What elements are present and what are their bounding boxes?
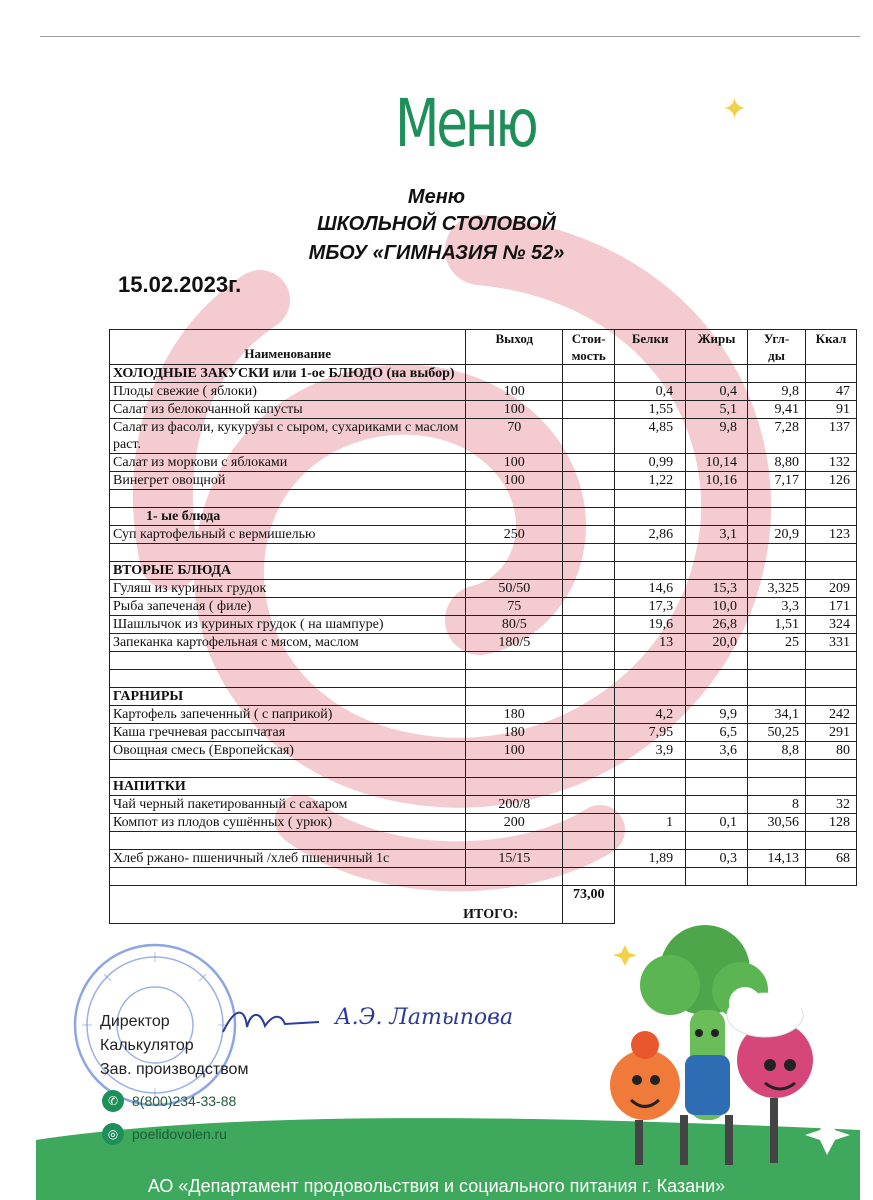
item-name: Салат из моркови с яблоками	[110, 454, 466, 472]
item-kcal: 171	[806, 598, 857, 616]
total-price: 73,00	[563, 886, 615, 924]
item-carbs: 34,1	[748, 706, 806, 724]
item-price	[563, 724, 615, 742]
empty-cell	[563, 868, 615, 886]
item-fat: 15,3	[686, 580, 748, 598]
item-name: Овощная смесь (Европейская)	[110, 742, 466, 760]
empty-cell	[563, 760, 615, 778]
total-label: ИТОГО:	[110, 886, 563, 924]
item-fat	[686, 796, 748, 814]
empty-cell	[748, 760, 806, 778]
item-price	[563, 526, 615, 544]
empty-cell	[748, 778, 806, 796]
header-carbs: Угл- ды	[748, 330, 806, 365]
item-fat: 10,14	[686, 454, 748, 472]
item-fat: 0,4	[686, 383, 748, 401]
empty-cell	[686, 832, 748, 850]
menu-logo-title: Меню	[395, 85, 536, 162]
director-label: Директор	[100, 1013, 170, 1030]
item-kcal: 126	[806, 472, 857, 490]
menu-item-row	[110, 419, 857, 454]
empty-cell	[686, 688, 748, 706]
empty-cell	[806, 868, 857, 886]
empty-cell	[748, 688, 806, 706]
item-protein: 1,89	[615, 850, 686, 868]
empty-cell	[563, 670, 615, 688]
item-name: Шашлычок из куриных грудок ( на шампуре)	[110, 616, 466, 634]
item-output: 180	[466, 724, 563, 742]
empty-cell	[806, 365, 857, 383]
item-name: Запеканка картофельная с мясом, маслом	[110, 634, 466, 652]
section-title: НАПИТКИ	[110, 778, 466, 796]
empty-cell	[806, 832, 857, 850]
item-carbs: 8,8	[748, 742, 806, 760]
item-carbs: 20,9	[748, 526, 806, 544]
item-carbs: 25	[748, 634, 806, 652]
header-price: Стои- мость	[563, 330, 615, 365]
item-protein: 0,4	[615, 383, 686, 401]
empty-cell	[110, 652, 466, 670]
empty-cell	[466, 868, 563, 886]
empty-cell	[686, 490, 748, 508]
menu-item-row	[110, 472, 857, 490]
contact-website	[102, 1123, 227, 1145]
table-header-row	[110, 330, 857, 365]
item-protein: 13	[615, 634, 686, 652]
item-kcal: 47	[806, 383, 857, 401]
item-output: 80/5	[466, 616, 563, 634]
item-protein: 19,6	[615, 616, 686, 634]
item-kcal: 324	[806, 616, 857, 634]
item-kcal: 242	[806, 706, 857, 724]
item-fat: 26,8	[686, 616, 748, 634]
menu-item-row	[110, 616, 857, 634]
item-output: 100	[466, 742, 563, 760]
item-protein	[615, 796, 686, 814]
menu-item-row	[110, 598, 857, 616]
empty-cell	[748, 490, 806, 508]
empty-cell	[806, 508, 857, 526]
empty-cell	[615, 365, 686, 383]
empty-cell	[686, 778, 748, 796]
item-fat: 3,6	[686, 742, 748, 760]
empty-cell	[748, 562, 806, 580]
item-carbs: 30,56	[748, 814, 806, 832]
section-header-row	[110, 688, 857, 706]
empty-cell	[110, 868, 466, 886]
empty-cell	[615, 778, 686, 796]
item-name: Салат из фасоли, кукурузы с сыром, сухариками с маслом раст.	[110, 419, 466, 454]
item-name: Картофель запеченный ( с паприкой)	[110, 706, 466, 724]
empty-cell	[686, 652, 748, 670]
blank-row	[110, 670, 857, 688]
empty-cell	[748, 868, 806, 886]
item-fat: 20,0	[686, 634, 748, 652]
item-fat: 6,5	[686, 724, 748, 742]
calculator-label: Калькулятор	[100, 1037, 194, 1054]
item-output: 15/15	[466, 850, 563, 868]
item-price	[563, 454, 615, 472]
item-name: Компот из плодов сушённых ( урюк)	[110, 814, 466, 832]
sparkle-icon: ✦	[722, 92, 748, 127]
empty-cell	[615, 832, 686, 850]
menu-table	[109, 329, 857, 924]
item-fat: 10,16	[686, 472, 748, 490]
item-protein: 4,2	[615, 706, 686, 724]
item-kcal: 123	[806, 526, 857, 544]
item-carbs: 50,25	[748, 724, 806, 742]
section-title: ВТОРЫЕ БЛЮДА	[110, 562, 466, 580]
empty-cell	[466, 778, 563, 796]
header-protein: Белки	[615, 330, 686, 365]
globe-icon: ◎	[102, 1123, 124, 1145]
blank-row	[110, 760, 857, 778]
section-title: 1- ые блюда	[110, 508, 466, 526]
empty-cell	[748, 365, 806, 383]
item-output: 50/50	[466, 580, 563, 598]
empty-cell	[686, 562, 748, 580]
empty-cell	[563, 562, 615, 580]
empty-cell	[806, 544, 857, 562]
item-kcal: 291	[806, 724, 857, 742]
phone-icon: ✆	[102, 1090, 124, 1112]
empty-cell	[110, 760, 466, 778]
item-carbs: 9,41	[748, 401, 806, 419]
empty-cell	[110, 490, 466, 508]
empty-cell	[806, 490, 857, 508]
item-price	[563, 616, 615, 634]
empty-cell	[466, 688, 563, 706]
item-fat: 9,9	[686, 706, 748, 724]
item-carbs: 8,80	[748, 454, 806, 472]
item-price	[563, 634, 615, 652]
signature-name: А.Э. Латыпова	[335, 1005, 514, 1030]
item-fat: 0,1	[686, 814, 748, 832]
item-fat: 10,0	[686, 598, 748, 616]
item-carbs: 9,8	[748, 383, 806, 401]
menu-item-row	[110, 401, 857, 419]
item-price	[563, 742, 615, 760]
item-kcal: 91	[806, 401, 857, 419]
empty-cell	[686, 365, 748, 383]
item-price	[563, 383, 615, 401]
item-output: 100	[466, 383, 563, 401]
item-name: Каша гречневая рассыпчатая	[110, 724, 466, 742]
menu-item-row	[110, 706, 857, 724]
empty-cell	[615, 670, 686, 688]
item-kcal: 68	[806, 850, 857, 868]
menu-item-row	[110, 526, 857, 544]
section-header-row	[110, 365, 857, 383]
item-output: 100	[466, 472, 563, 490]
item-protein: 7,95	[615, 724, 686, 742]
empty-cell	[563, 508, 615, 526]
item-output: 75	[466, 598, 563, 616]
item-protein: 17,3	[615, 598, 686, 616]
item-kcal: 137	[806, 419, 857, 454]
empty-cell	[615, 688, 686, 706]
empty-cell	[686, 670, 748, 688]
heading-line-1: Меню	[407, 186, 466, 208]
empty-cell	[615, 760, 686, 778]
item-protein: 14,6	[615, 580, 686, 598]
item-carbs: 8	[748, 796, 806, 814]
empty-cell	[806, 670, 857, 688]
item-price	[563, 706, 615, 724]
empty-cell	[563, 688, 615, 706]
blank-row	[110, 544, 857, 562]
heading-line-2: ШКОЛЬНОЙ СТОЛОВОЙ	[317, 213, 556, 235]
header-fat: Жиры	[686, 330, 748, 365]
item-kcal: 32	[806, 796, 857, 814]
item-name: Чай черный пакетированный с сахаром	[110, 796, 466, 814]
empty-cell	[466, 760, 563, 778]
item-kcal: 132	[806, 454, 857, 472]
blank-row	[110, 652, 857, 670]
item-name: Винегрет овощной	[110, 472, 466, 490]
menu-item-row	[110, 454, 857, 472]
menu-item-row	[110, 850, 857, 868]
item-fat: 5,1	[686, 401, 748, 419]
item-protein: 2,86	[615, 526, 686, 544]
empty-cell	[466, 508, 563, 526]
header-name: Наименование	[110, 330, 466, 365]
item-price	[563, 401, 615, 419]
blank-row	[110, 832, 857, 850]
item-kcal: 331	[806, 634, 857, 652]
item-output: 70	[466, 419, 563, 454]
item-price	[563, 850, 615, 868]
item-output: 200/8	[466, 796, 563, 814]
empty-cell	[615, 562, 686, 580]
heading-line-3: МБОУ «ГИМНАЗИЯ № 52»	[308, 242, 565, 264]
item-output: 250	[466, 526, 563, 544]
section-title: ХОЛОДНЫЕ ЗАКУСКИ или 1-ое БЛЮДО (на выбор)	[110, 365, 466, 383]
menu-item-row	[110, 383, 857, 401]
item-output: 100	[466, 454, 563, 472]
empty-cell	[110, 544, 466, 562]
section-header-row	[110, 778, 857, 796]
production-manager-label: Зав. производством	[100, 1061, 249, 1078]
empty-cell	[615, 652, 686, 670]
item-price	[563, 419, 615, 454]
phone-number: 8(800)234-33-88	[132, 1093, 237, 1109]
empty-cell	[748, 508, 806, 526]
menu-item-row	[110, 724, 857, 742]
section-header-row	[110, 562, 857, 580]
item-name: Суп картофельный с вермишелью	[110, 526, 466, 544]
footer-organization: АО «Департамент продовольствия и социального питания г. Казани»	[147, 1176, 726, 1196]
blank-row	[110, 490, 857, 508]
item-carbs: 14,13	[748, 850, 806, 868]
empty-cell	[615, 508, 686, 526]
item-kcal: 80	[806, 742, 857, 760]
menu-item-row	[110, 634, 857, 652]
menu-item-row	[110, 796, 857, 814]
empty-cell	[806, 688, 857, 706]
empty-cell	[466, 670, 563, 688]
empty-cell	[615, 868, 686, 886]
empty-cell	[563, 652, 615, 670]
empty-cell	[466, 832, 563, 850]
empty-cell	[563, 778, 615, 796]
item-carbs: 3,3	[748, 598, 806, 616]
item-carbs: 1,51	[748, 616, 806, 634]
empty-cell	[748, 652, 806, 670]
menu-item-row	[110, 580, 857, 598]
empty-cell	[748, 670, 806, 688]
item-price	[563, 796, 615, 814]
item-protein: 1	[615, 814, 686, 832]
empty-cell	[466, 562, 563, 580]
item-carbs: 7,17	[748, 472, 806, 490]
vegetable-mascots-illustration	[595, 915, 865, 1185]
item-price	[563, 814, 615, 832]
empty-cell	[563, 490, 615, 508]
menu-table-body	[110, 365, 857, 886]
item-name: Рыба запеченая ( филе)	[110, 598, 466, 616]
empty-cell	[748, 832, 806, 850]
empty-cell	[686, 868, 748, 886]
menu-item-row	[110, 742, 857, 760]
item-protein: 1,55	[615, 401, 686, 419]
item-carbs: 7,28	[748, 419, 806, 454]
menu-item-row	[110, 814, 857, 832]
empty-cell	[466, 652, 563, 670]
website-link[interactable]: poelidovolen.ru	[132, 1126, 227, 1142]
empty-cell	[806, 760, 857, 778]
empty-cell	[563, 544, 615, 562]
header-kcal: Ккал	[806, 330, 857, 365]
item-price	[563, 472, 615, 490]
section-title: ГАРНИРЫ	[110, 688, 466, 706]
item-fat: 0,3	[686, 850, 748, 868]
empty-cell	[563, 832, 615, 850]
item-name: Салат из белокочанной капусты	[110, 401, 466, 419]
item-protein: 3,9	[615, 742, 686, 760]
empty-cell	[686, 760, 748, 778]
subsection-header-row	[110, 508, 857, 526]
menu-date: 15.02.2023г.	[118, 272, 242, 297]
signature-scribble	[215, 1002, 325, 1042]
item-kcal: 209	[806, 580, 857, 598]
header-output: Выход	[466, 330, 563, 365]
empty-cell	[110, 832, 466, 850]
item-fat: 9,8	[686, 419, 748, 454]
item-kcal: 128	[806, 814, 857, 832]
item-fat: 3,1	[686, 526, 748, 544]
item-price	[563, 598, 615, 616]
item-output: 180	[466, 706, 563, 724]
item-price	[563, 580, 615, 598]
item-name: Плоды свежие ( яблоки)	[110, 383, 466, 401]
empty-cell	[748, 544, 806, 562]
empty-cell	[686, 544, 748, 562]
empty-cell	[110, 670, 466, 688]
empty-cell	[466, 544, 563, 562]
item-name: Гуляш из куриных грудок	[110, 580, 466, 598]
empty-cell	[615, 544, 686, 562]
item-protein: 0,99	[615, 454, 686, 472]
blank-row	[110, 868, 857, 886]
empty-cell	[466, 365, 563, 383]
empty-cell	[806, 778, 857, 796]
item-output: 200	[466, 814, 563, 832]
empty-cell	[806, 652, 857, 670]
empty-cell	[806, 562, 857, 580]
item-protein: 4,85	[615, 419, 686, 454]
empty-cell	[615, 490, 686, 508]
item-protein: 1,22	[615, 472, 686, 490]
empty-cell	[563, 365, 615, 383]
contact-phone	[102, 1090, 236, 1112]
item-carbs: 3,325	[748, 580, 806, 598]
item-name: Хлеб ржано- пшеничный /хлеб пшеничный 1с	[110, 850, 466, 868]
empty-cell	[466, 490, 563, 508]
item-output: 180/5	[466, 634, 563, 652]
item-output: 100	[466, 401, 563, 419]
empty-cell	[686, 508, 748, 526]
